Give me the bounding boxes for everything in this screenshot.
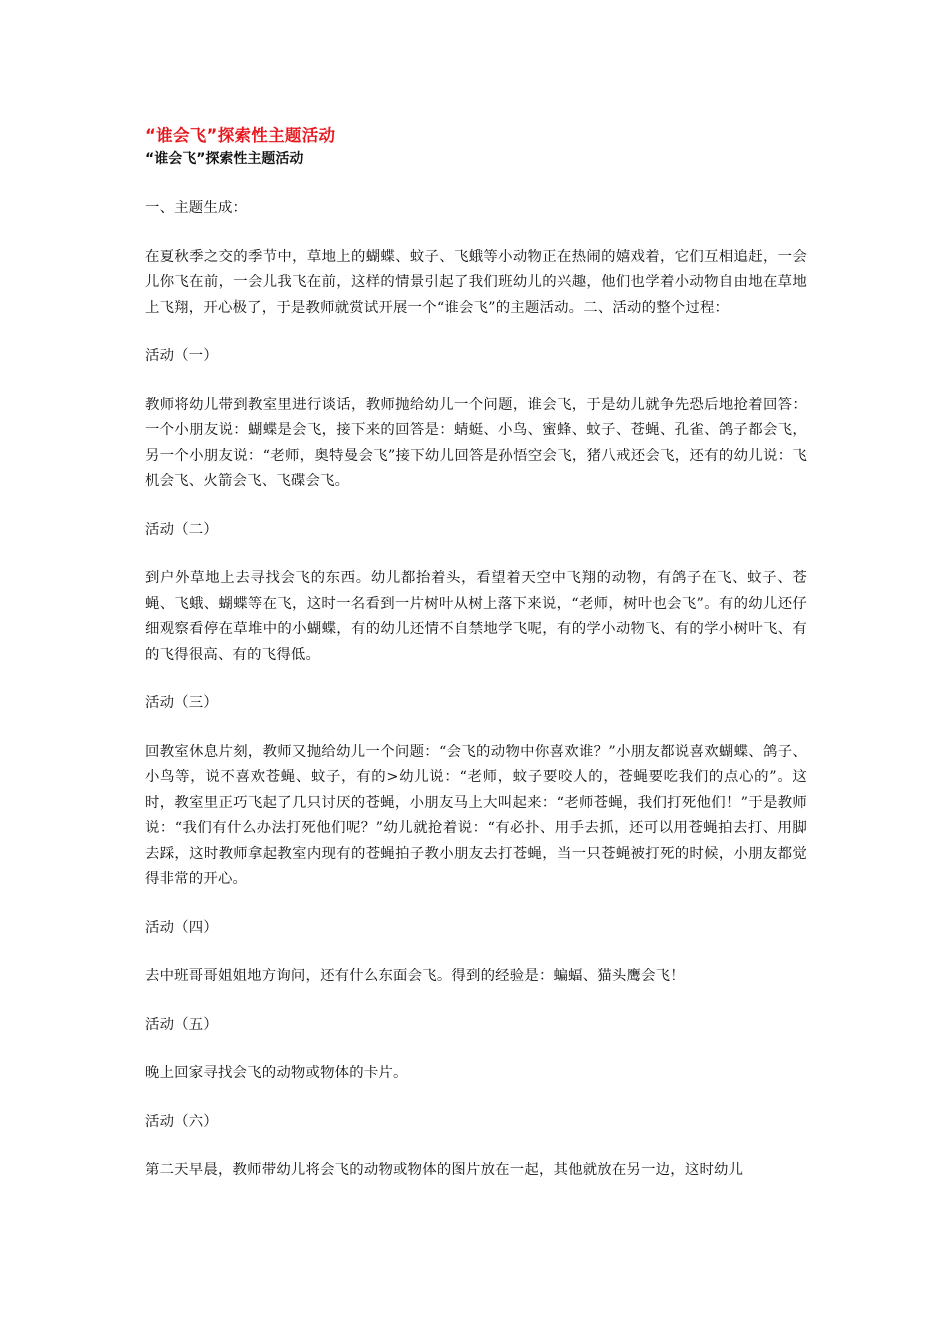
- document-title: “谁会飞”探索性主题活动: [145, 126, 336, 145]
- activity-heading-1: 活动（一）: [145, 348, 218, 364]
- activity-heading-4: 活动（四）: [145, 919, 218, 936]
- paragraph-intro: 在夏秋季之交的季节中，草地上的蝴蝶、蚊子、飞蛾等小动物正在热闹的嬉戏着，它们互相追赶，一会儿你飞在前，一会儿我飞在前，这样的情景引起了我们班幼儿的兴趣，他们也学着小动物自由地在草地上飞翔，开心极了，于是教师就赏试开展一个“谁会飞”的主题活动。二、活动的整个过程：: [145, 248, 807, 316]
- activity-body-5: 晚上回家寻找会飞的动物或物体的卡片。: [145, 1065, 408, 1081]
- activity-heading-6: 活动（六）: [145, 1113, 218, 1130]
- activity-heading-3: 活动（三）: [145, 695, 218, 711]
- section-heading-theme: 一、主题生成：: [145, 200, 248, 216]
- activity-body-1: 教师将幼儿带到教室里进行谈话，教师抛给幼儿一个问题，谁会飞，于是幼儿就争先恐后地抢着回答：一个小朋友说：蝴蝶是会飞，接下来的回答是：蜻蜓、小鸟、蜜蜂、蚊子、苍蝇、孔雀、鸽子都会飞，另一个小朋友说：“老师，奥特曼会飞”接下幼儿回答是孙悟空会飞，猪八戒还会飞，还有的幼儿说：飞机会飞、火箭会飞、飞碟会飞。: [145, 396, 807, 489]
- activity-heading-5: 活动（五）: [145, 1016, 218, 1033]
- activity-heading-2: 活动（二）: [145, 521, 218, 538]
- activity-body-2: 到户外草地上去寻找会飞的东西。幼儿都抬着头，看望着天空中飞翔的动物，有鸽子在飞、蚊子、苍蝇、飞蛾、蝴蝶等在飞，这时一名看到一片树叶从树上落下来说，“老师，树叶也会飞”。有的幼儿还仔细观察看停在草堆中的小蝴蝶，有的幼儿还情不自禁地学飞呢，有的学小动物飞、有的学小树叶飞、有的飞得很高、有的飞得低。: [145, 570, 807, 663]
- document-content: [145, 124, 807, 1207]
- activity-body-3: 回教室休息片刻，教师又抛给幼儿一个问题：“会飞的动物中你喜欢谁？”小朋友都说喜欢蝴蝶、鸽子、小鸟等，说不喜欢苍蝇、蚊子，有的>幼儿说：“老师，蚊子要咬人的，苍蝇要吃我们的点心的”。这时，教室里正巧飞起了几只讨厌的苍蝇，小朋友马上大叫起来：“老师苍蝇，我们打死他们！”于是教师说：“我们有什么办法打死他们呢？”幼儿就抢着说：“有必扑、用手去抓，还可以用苍蝇拍去打、用脚去踩，这时教师拿起教室内现有的苍蝇拍子教小朋友去打苍蝇，当一只苍蝇被打死的时候，小朋友都觉得非常的开心。: [145, 743, 807, 887]
- document-subtitle: “谁会飞”探索性主题活动: [145, 151, 304, 167]
- activity-body-4: 去中班哥哥姐姐地方询问，还有什么东面会飞。得到的经验是：蝙蝠、猫头鹰会飞！: [145, 968, 685, 984]
- activity-body-6: 第二天早晨，教师带幼儿将会飞的动物或物体的图片放在一起，其他就放在另一边，这时幼儿: [145, 1162, 744, 1178]
